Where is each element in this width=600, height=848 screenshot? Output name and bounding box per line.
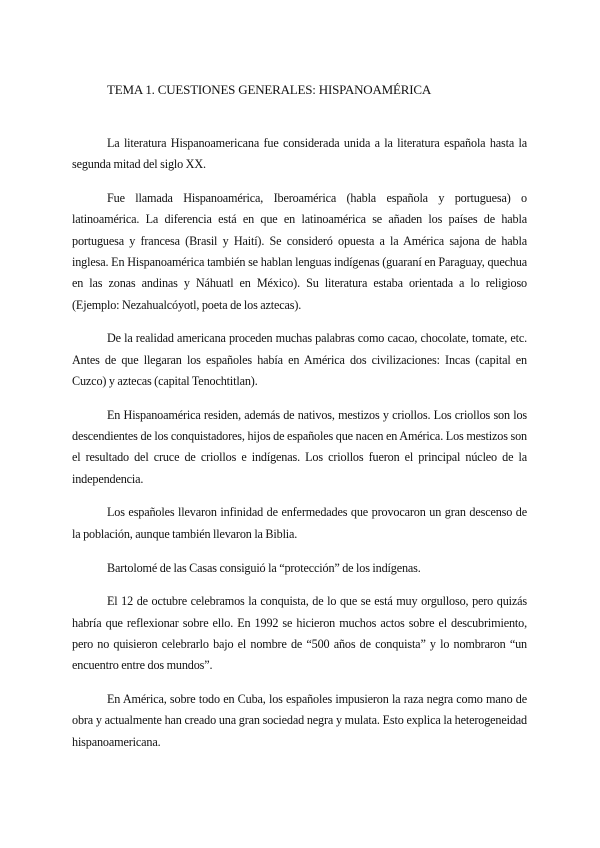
paragraph-3: De la realidad americana proceden muchas palabras como cacao, chocolate, tomate, etc. Antes de que llegaran los españoles había en América dos civilizaciones: Incas (capital en Cuzco) y aztecas (capital Tenochtitlan). [72, 331, 527, 388]
paragraph-8: En América, sobre todo en Cuba, los españoles impusieron la raza negra como mano de obra y actualmente han creado una gran sociedad negra y mulata. Esto explica la heterogeneidad hispanoamericana. [72, 692, 527, 749]
paragraph-5: Los españoles llevaron infinidad de enfermedades que provocaron un gran descenso de la población, aunque también llevaron la Biblia. [72, 505, 527, 541]
paragraph-6: Bartolomé de las Casas consiguió la “protección” de los indígenas. [107, 560, 421, 575]
paragraph-4: En Hispanoamérica residen, además de nativos, mestizos y criollos. Los criollos son los descendientes de los conquistadores, hijos de españoles que nacen en América. Los mestizos son el resultado del cruce de criollos e indígenas. Los criollos fueron el principal núcleo de la independencia. [72, 407, 527, 486]
paragraph-1: La literatura Hispanoamericana fue considerada unida a la literatura española hasta la segunda mitad del siglo XX. [72, 136, 527, 172]
paragraph-7: El 12 de octubre celebramos la conquista, de lo que se está muy orgulloso, pero quizás habría que reflexionar sobre ello. En 1992 se hicieron muchos actos sobre el descubrimiento, pero no quisieron celebrarlo bajo el nombre de “500 años de conquista” y lo nombraron “un encuentro entre dos mundos”. [72, 594, 527, 673]
document-body [72, 133, 527, 765]
paragraph-2: Fue llamada Hispanoamérica, Iberoamérica (habla española y portuguesa) o latinoamérica. La diferencia está en que en latinoamérica se añaden los países de habla portuguesa y francesa (Brasil y Haití). Se consideró opuesta a la América sajona de habla inglesa. En Hispanoamérica también se hablan lenguas indígenas (guaraní en Paraguay, quechua en las zonas andinas y Náhuatl en México). Su literatura estaba orientada a lo religioso (Ejemplo: Nezahualcóyotl, poeta de los aztecas). [72, 191, 527, 312]
page-title: TEMA 1. CUESTIONES GENERALES: HISPANOAMÉRICA [107, 82, 432, 97]
